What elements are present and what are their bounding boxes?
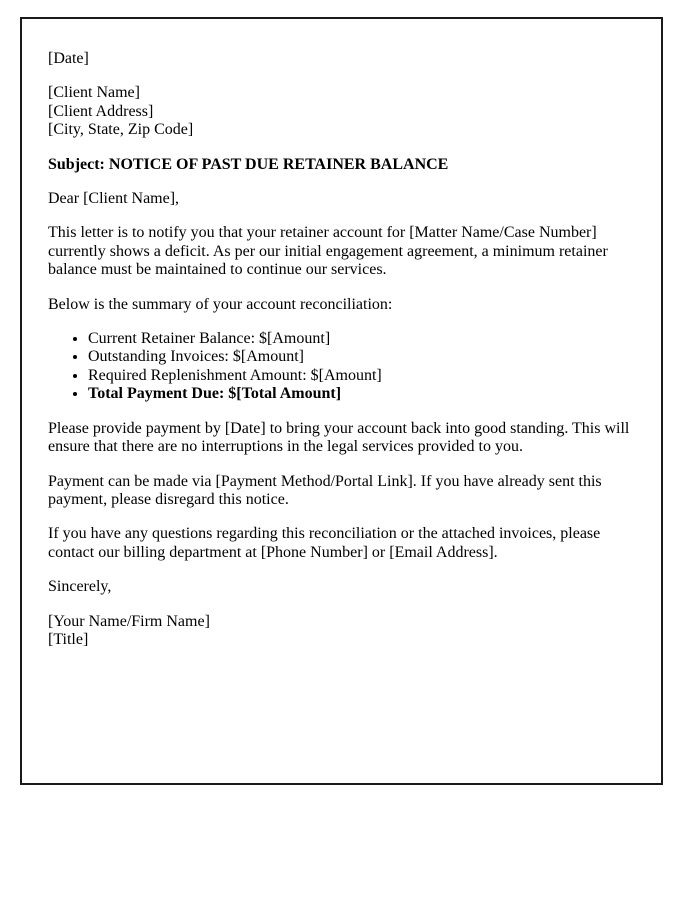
- recipient-name-line: [Client Name]: [48, 84, 140, 102]
- subject-line: Subject: NOTICE OF PAST DUE RETAINER BALANCE: [48, 155, 449, 173]
- paragraph-summary-intro: Below is the summary of your account reconciliation:: [48, 295, 393, 313]
- recipient-city-state-zip-line: [City, State, Zip Code]: [48, 121, 194, 139]
- signature-title-line: [Title]: [48, 630, 89, 648]
- letter-date: [Date]: [48, 50, 89, 67]
- letter-document: [20, 17, 663, 785]
- recipient-address-line: [Client Address]: [48, 102, 154, 120]
- paragraph-payment-method: Payment can be made via [Payment Method/Portal Link]. If you have already sent this payment, please disregard this notice.: [48, 472, 602, 508]
- paragraph-questions: If you have any questions regarding this reconciliation or the attached invoices, please contact our billing department at [Phone Number] or [Email Address].: [48, 525, 601, 561]
- paragraph-intro: This letter is to notify you that your retainer account for [Matter Name/Case Number] currently shows a deficit. As per our initial engagement agreement, a minimum retainer balance must be maintained to continue our services.: [48, 224, 608, 279]
- closing: Sincerely,: [48, 578, 112, 596]
- recipient-address-block: [48, 84, 635, 139]
- list-item-total-payment-due: • Total Payment Due: $[Total Amount]: [88, 385, 635, 403]
- reconciliation-list: [48, 330, 635, 404]
- salutation: Dear [Client Name],: [48, 190, 180, 208]
- paragraph-payment-deadline: Please provide payment by [Date] to bring your account back into good standing. This will ensure that there are no interruptions in the legal services provided to you.: [48, 419, 630, 456]
- list-item-current-retainer-balance: • Current Retainer Balance: $[Amount]: [88, 330, 635, 348]
- list-item-outstanding-invoices: • Outstanding Invoices: $[Amount]: [88, 348, 635, 366]
- signature-block: [48, 613, 635, 650]
- list-item-required-replenishment: • Required Replenishment Amount: $[Amount]: [88, 367, 635, 385]
- signature-name-line: [Your Name/Firm Name]: [48, 612, 210, 630]
